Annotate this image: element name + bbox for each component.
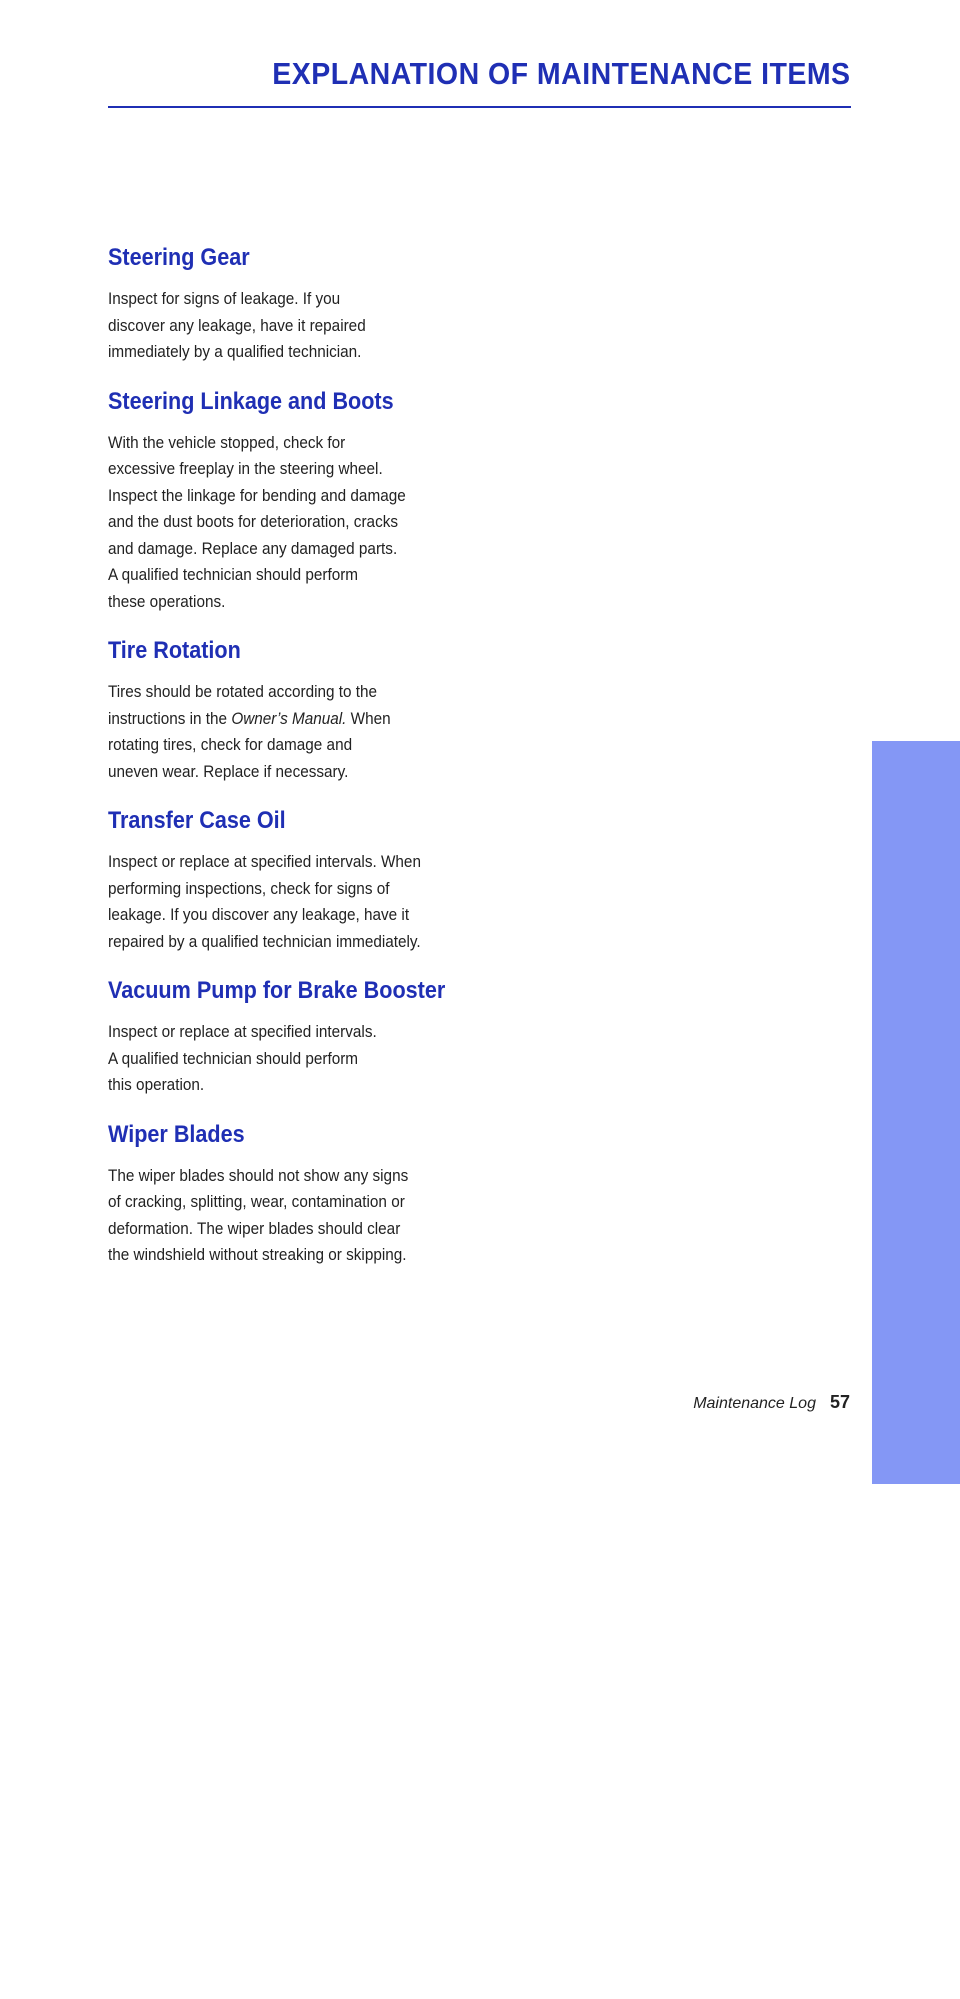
body-line: deformation. The wiper blades should clear xyxy=(108,1218,401,1238)
maintenance-side-tab xyxy=(872,741,960,1999)
body-line: Tires should be rotated according to the xyxy=(108,682,378,701)
section-body xyxy=(108,1163,450,1269)
side-tab-label: MAINTENANCE xyxy=(900,1711,933,1999)
body-line: leakage. If you discover any leakage, have it xyxy=(108,905,410,924)
body-line: these operations. xyxy=(108,591,226,611)
body-line: of cracking, splitting, wear, contamination or xyxy=(108,1192,405,1211)
section-heading: Steering Gear xyxy=(108,244,250,271)
section-heading: Wiper Blades xyxy=(108,1120,245,1148)
body-line: A qualified technician should perform xyxy=(108,1048,359,1068)
section-body xyxy=(108,286,450,366)
page-title: EXPLANATION OF MAINTENANCE ITEMS xyxy=(272,56,851,91)
page-header xyxy=(108,52,851,108)
section-tire-rotation xyxy=(108,633,488,785)
body-line: Inspect or replace at specified intervals. xyxy=(108,1022,377,1041)
section-heading: Tire Rotation xyxy=(108,637,241,664)
page-footer xyxy=(693,1392,850,1413)
content-column xyxy=(108,240,488,1287)
section-steering-linkage-and-boots xyxy=(108,384,488,616)
body-line: Inspect or replace at specified intervals. When xyxy=(108,852,421,871)
body-text: When xyxy=(346,708,391,728)
footer-label: Maintenance Log xyxy=(693,1395,816,1412)
section-body xyxy=(108,679,450,785)
body-line xyxy=(108,706,450,733)
body-line: With the vehicle stopped, check for xyxy=(108,432,346,452)
body-line: and the dust boots for deterioration, cracks xyxy=(108,512,399,531)
section-transfer-case-oil xyxy=(108,803,488,955)
section-vacuum-pump-for-brake-booster xyxy=(108,973,488,1099)
body-line: The wiper blades should not show any signs xyxy=(108,1165,409,1185)
section-body xyxy=(108,849,450,955)
page-number: 57 xyxy=(829,1392,850,1412)
body-line: and damage. Replace any damaged parts. xyxy=(108,538,398,558)
body-line: Inspect the linkage for bending and damage xyxy=(108,485,406,505)
body-text: instructions in the xyxy=(108,708,232,728)
section-heading: Vacuum Pump for Brake Booster xyxy=(108,977,446,1004)
section-heading: Transfer Case Oil xyxy=(108,807,286,834)
body-line: uneven wear. Replace if necessary. xyxy=(108,761,349,781)
section-steering-gear xyxy=(108,240,488,366)
body-line: excessive freeplay in the steering wheel. xyxy=(108,459,383,478)
section-heading: Steering Linkage and Boots xyxy=(108,387,394,415)
body-line: repaired by a qualified technician immediately. xyxy=(108,931,421,951)
section-wiper-blades xyxy=(108,1117,488,1269)
body-line: immediately by a qualified technician. xyxy=(108,342,362,361)
body-line: this operation. xyxy=(108,1075,205,1094)
body-line: discover any leakage, have it repaired xyxy=(108,315,366,335)
section-body xyxy=(108,1019,450,1099)
owners-manual-reference: Owner’s Manual. xyxy=(231,708,347,728)
body-line: performing inspections, check for signs of xyxy=(108,878,390,898)
section-body xyxy=(108,430,450,616)
body-line: the windshield without streaking or skipping. xyxy=(108,1245,407,1264)
body-line: rotating tires, check for damage and xyxy=(108,735,353,754)
body-line: A qualified technician should perform xyxy=(108,565,359,584)
body-line: Inspect for signs of leakage. If you xyxy=(108,289,341,308)
